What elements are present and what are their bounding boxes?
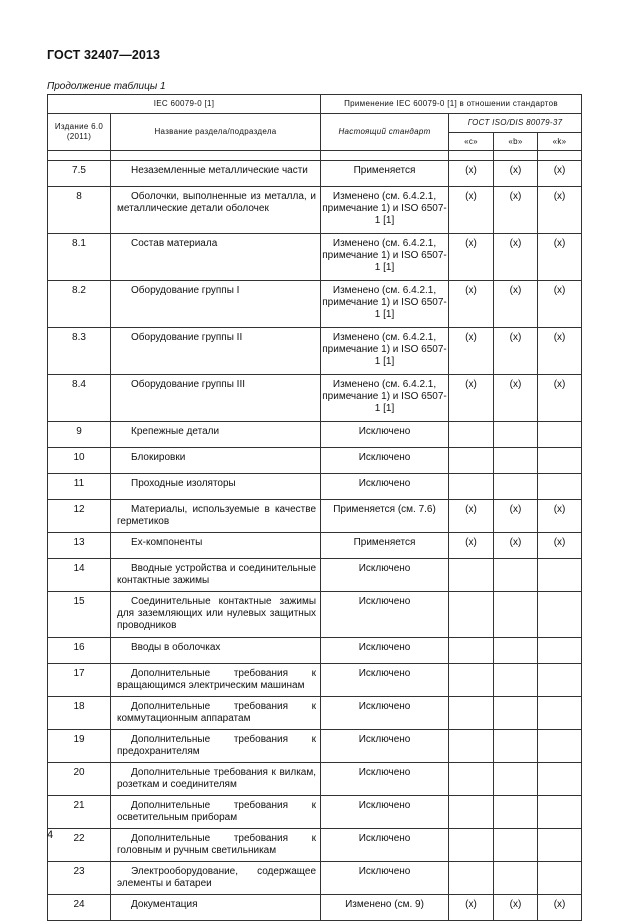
row-section-name <box>111 829 321 862</box>
row-mark-b: (x) <box>494 375 538 422</box>
table-continuation-caption: Продолжение таблицы 1 <box>47 81 166 92</box>
row-section-number: 8.3 <box>48 328 111 375</box>
row-section-number: 15 <box>48 592 111 638</box>
row-section-name <box>111 697 321 730</box>
row-mark-b <box>494 664 538 697</box>
row-section-name-text: Оборудование группы I <box>131 285 240 296</box>
table-row <box>48 796 582 829</box>
header-iec-group: IEC 60079-0 [1] <box>48 95 321 114</box>
row-mark-b <box>494 730 538 763</box>
header-sub-c: «c» <box>449 133 494 151</box>
row-section-name <box>111 328 321 375</box>
row-section-number: 9 <box>48 422 111 448</box>
row-mark-c <box>449 664 494 697</box>
row-mark-b <box>494 559 538 592</box>
table-row <box>48 895 582 921</box>
table-row <box>48 664 582 697</box>
header-section-name: Название раздела/подраздела <box>111 114 321 151</box>
row-mark-c: (x) <box>449 533 494 559</box>
row-section-name-text: Вводные устройства и соединительные контактные зажимы <box>117 563 317 586</box>
row-section-name-text: Крепежные детали <box>131 426 220 437</box>
row-mark-c <box>449 638 494 664</box>
row-section-name-text: Ex-компоненты <box>131 537 203 548</box>
row-status: Исключено <box>321 474 449 500</box>
row-mark-k <box>538 422 582 448</box>
row-status: Исключено <box>321 422 449 448</box>
row-section-name-text: Незаземленные металлические части <box>131 165 308 176</box>
row-section-name <box>111 862 321 895</box>
row-status: Исключено <box>321 730 449 763</box>
row-mark-b: (x) <box>494 234 538 281</box>
row-mark-b <box>494 862 538 895</box>
row-mark-k <box>538 592 582 638</box>
row-mark-b <box>494 448 538 474</box>
row-section-name-text: Дополнительные требования к осветительным приборам <box>117 800 317 823</box>
row-section-name-text: Материалы, используемые в качестве герметиков <box>117 504 317 527</box>
row-mark-c <box>449 730 494 763</box>
header-spacer-row <box>48 151 582 161</box>
row-section-name-text: Соединительные контактные зажимы для заземляющих или нулевых защитных проводников <box>117 596 317 631</box>
row-mark-b: (x) <box>494 500 538 533</box>
row-section-name <box>111 592 321 638</box>
document-title: ГОСТ 32407—2013 <box>47 48 161 62</box>
row-mark-b <box>494 638 538 664</box>
row-section-number: 24 <box>48 895 111 921</box>
row-mark-c <box>449 763 494 796</box>
row-status: Исключено <box>321 592 449 638</box>
table-row <box>48 187 582 234</box>
row-mark-k: (x) <box>538 500 582 533</box>
row-section-name <box>111 895 321 921</box>
row-mark-c <box>449 862 494 895</box>
row-status: Исключено <box>321 763 449 796</box>
table-row <box>48 730 582 763</box>
table-row <box>48 375 582 422</box>
row-mark-k: (x) <box>538 281 582 328</box>
row-mark-b: (x) <box>494 187 538 234</box>
row-status: Исключено <box>321 796 449 829</box>
row-mark-k: (x) <box>538 161 582 187</box>
row-section-name <box>111 559 321 592</box>
row-section-name <box>111 281 321 328</box>
row-mark-b <box>494 592 538 638</box>
table-row <box>48 281 582 328</box>
row-mark-c: (x) <box>449 500 494 533</box>
row-section-name <box>111 638 321 664</box>
header-this-standard: Настоящий стандарт <box>321 114 449 151</box>
table-row <box>48 500 582 533</box>
row-status: Изменено (см. 6.4.2.1, примечание 1) и ISO 6507-1 [1] <box>321 234 449 281</box>
table-row <box>48 763 582 796</box>
row-mark-b <box>494 474 538 500</box>
row-status: Исключено <box>321 448 449 474</box>
row-mark-k <box>538 763 582 796</box>
row-status: Изменено (см. 9) <box>321 895 449 921</box>
header-application-group: Применение IEC 60079-0 [1] в отношении стандартов <box>321 95 582 114</box>
row-mark-k: (x) <box>538 328 582 375</box>
table-row <box>48 862 582 895</box>
row-mark-c <box>449 796 494 829</box>
row-mark-b <box>494 796 538 829</box>
table-row <box>48 161 582 187</box>
row-status: Изменено (см. 6.4.2.1, примечание 1) и ISO 6507-1 [1] <box>321 328 449 375</box>
row-mark-k <box>538 829 582 862</box>
row-section-name-text: Дополнительные требования к головным и ручным светильникам <box>117 833 317 856</box>
page-number: 4 <box>47 829 54 841</box>
row-mark-k <box>538 697 582 730</box>
row-mark-b <box>494 829 538 862</box>
header-gost-iso: ГОСТ ISO/DIS 80079-37 <box>449 114 582 133</box>
row-section-name <box>111 500 321 533</box>
row-mark-b <box>494 422 538 448</box>
row-section-number: 8 <box>48 187 111 234</box>
table-row <box>48 474 582 500</box>
row-section-number: 13 <box>48 533 111 559</box>
row-section-name-text: Дополнительные требования к вращающимся электрическим машинам <box>117 668 317 691</box>
row-status: Изменено (см. 6.4.2.1, примечание 1) и ISO 6507-1 [1] <box>321 187 449 234</box>
row-section-name-text: Дополнительные требования к вилкам, розеткам и соединителям <box>117 767 317 790</box>
row-mark-k <box>538 638 582 664</box>
row-section-name <box>111 763 321 796</box>
row-status: Исключено <box>321 829 449 862</box>
row-section-number: 8.1 <box>48 234 111 281</box>
row-mark-k <box>538 664 582 697</box>
table-row <box>48 592 582 638</box>
table-row <box>48 448 582 474</box>
header-edition: Издание 6.0 (2011) <box>48 114 111 151</box>
header-sub-k: «k» <box>538 133 582 151</box>
row-section-name <box>111 234 321 281</box>
row-section-number: 19 <box>48 730 111 763</box>
row-section-name-text: Состав материала <box>131 238 218 249</box>
row-section-name <box>111 375 321 422</box>
row-mark-k: (x) <box>538 375 582 422</box>
row-mark-k: (x) <box>538 187 582 234</box>
row-status: Применяется (см. 7.6) <box>321 500 449 533</box>
table-row <box>48 533 582 559</box>
row-mark-c <box>449 422 494 448</box>
row-section-number: 14 <box>48 559 111 592</box>
row-section-number: 16 <box>48 638 111 664</box>
row-section-name <box>111 730 321 763</box>
row-section-number: 10 <box>48 448 111 474</box>
row-section-name-text: Дополнительные требования к предохранителям <box>117 734 317 757</box>
row-status: Применяется <box>321 161 449 187</box>
table-row <box>48 829 582 862</box>
row-status: Исключено <box>321 559 449 592</box>
row-section-number: 22 <box>48 829 111 862</box>
row-mark-k <box>538 862 582 895</box>
row-status: Изменено (см. 6.4.2.1, примечание 1) и ISO 6507-1 [1] <box>321 375 449 422</box>
row-mark-c: (x) <box>449 895 494 921</box>
row-mark-k <box>538 474 582 500</box>
row-mark-c: (x) <box>449 375 494 422</box>
row-mark-c <box>449 559 494 592</box>
row-mark-k <box>538 559 582 592</box>
row-mark-c <box>449 829 494 862</box>
row-mark-c <box>449 448 494 474</box>
row-section-number: 8.4 <box>48 375 111 422</box>
row-mark-c: (x) <box>449 328 494 375</box>
row-mark-b <box>494 697 538 730</box>
row-section-number: 11 <box>48 474 111 500</box>
row-section-name <box>111 796 321 829</box>
row-section-name-text: Дополнительные требования к коммутационным аппаратам <box>117 701 317 724</box>
row-mark-k: (x) <box>538 234 582 281</box>
row-section-number: 8.2 <box>48 281 111 328</box>
row-section-name-text: Оборудование группы III <box>131 379 246 390</box>
table-row <box>48 638 582 664</box>
row-section-number: 12 <box>48 500 111 533</box>
row-section-name-text: Документация <box>131 899 198 910</box>
table-row <box>48 422 582 448</box>
row-section-number: 18 <box>48 697 111 730</box>
row-section-name <box>111 664 321 697</box>
row-mark-b: (x) <box>494 161 538 187</box>
row-status: Изменено (см. 6.4.2.1, примечание 1) и ISO 6507-1 [1] <box>321 281 449 328</box>
row-section-name-text: Проходные изоляторы <box>131 478 236 489</box>
row-mark-k: (x) <box>538 533 582 559</box>
row-mark-k: (x) <box>538 895 582 921</box>
row-section-name-text: Вводы в оболочках <box>131 642 221 653</box>
table-row <box>48 559 582 592</box>
row-mark-k <box>538 448 582 474</box>
table-row <box>48 697 582 730</box>
row-section-name <box>111 161 321 187</box>
row-status: Применяется <box>321 533 449 559</box>
row-section-number: 23 <box>48 862 111 895</box>
row-section-name <box>111 474 321 500</box>
row-section-name <box>111 187 321 234</box>
row-mark-c <box>449 592 494 638</box>
row-mark-b: (x) <box>494 281 538 328</box>
row-section-number: 20 <box>48 763 111 796</box>
row-mark-b <box>494 763 538 796</box>
row-mark-b: (x) <box>494 533 538 559</box>
row-mark-c: (x) <box>449 161 494 187</box>
row-section-name-text: Оборудование группы II <box>131 332 243 343</box>
row-section-name <box>111 533 321 559</box>
row-section-name <box>111 422 321 448</box>
row-section-name-text: Оболочки, выполненные из металла, и металлические детали оболочек <box>117 191 317 214</box>
row-status: Исключено <box>321 664 449 697</box>
row-mark-c: (x) <box>449 187 494 234</box>
standards-table <box>47 94 582 921</box>
table-row <box>48 328 582 375</box>
row-section-number: 7.5 <box>48 161 111 187</box>
row-mark-k <box>538 730 582 763</box>
row-section-name-text: Электрооборудование, содержащее элементы и батареи <box>117 866 317 889</box>
row-status: Исключено <box>321 697 449 730</box>
row-mark-c: (x) <box>449 281 494 328</box>
row-section-name-text: Блокировки <box>131 452 186 463</box>
row-section-number: 17 <box>48 664 111 697</box>
row-mark-k <box>538 796 582 829</box>
row-mark-c: (x) <box>449 234 494 281</box>
row-status: Исключено <box>321 862 449 895</box>
row-mark-b: (x) <box>494 895 538 921</box>
row-mark-b: (x) <box>494 328 538 375</box>
row-mark-c <box>449 697 494 730</box>
row-section-number: 21 <box>48 796 111 829</box>
row-section-name <box>111 448 321 474</box>
row-mark-c <box>449 474 494 500</box>
header-sub-b: «b» <box>494 133 538 151</box>
table-row <box>48 234 582 281</box>
row-status: Исключено <box>321 638 449 664</box>
